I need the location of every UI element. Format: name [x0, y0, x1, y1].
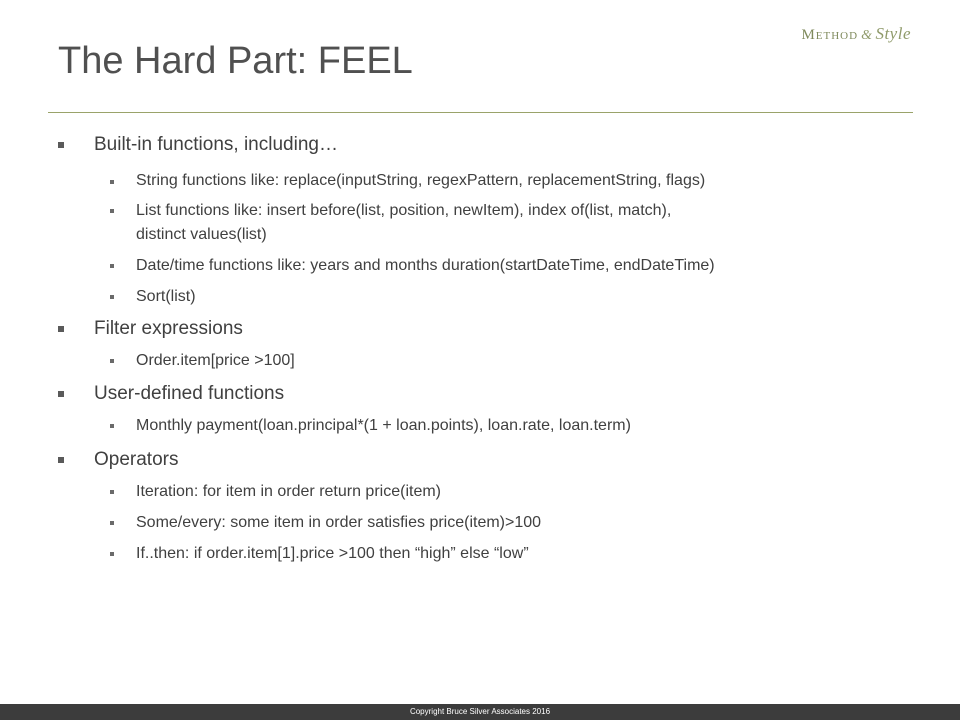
bullet-item: Built-in functions, including…	[94, 134, 338, 155]
logo-style-text: Style	[875, 24, 911, 43]
sub-bullet-item: If..then: if order.item[1].price >100 then “high” else “low”	[136, 545, 529, 562]
sub-bullet-item: Iteration: for item in order return price(item)	[136, 483, 441, 500]
sub-bullet-square-icon	[110, 359, 114, 363]
method-and-style-logo	[801, 24, 911, 44]
bullet-item: Operators	[94, 449, 179, 470]
bullet-square-icon	[58, 457, 64, 463]
sub-bullet-square-icon	[110, 180, 114, 184]
sub-bullet-square-icon	[110, 490, 114, 494]
bullet-item: Filter expressions	[94, 318, 243, 339]
sub-bullet-item: Order.item[price >100]	[136, 352, 295, 369]
copyright-footer: Copyright Bruce Silver Associates 2016	[0, 704, 960, 720]
sub-bullet-square-icon	[110, 209, 114, 213]
sub-bullet-square-icon	[110, 552, 114, 556]
sub-bullet-item: String functions like: replace(inputString, regexPattern, replacementString, flags)	[136, 172, 706, 189]
sub-bullet-item: Monthly payment(loan.principal*(1 + loan.points), loan.rate, loan.term)	[136, 417, 631, 434]
sub-bullet-item: Some/every: some item in order satisfies price(item)>100	[136, 514, 542, 531]
bullet-item: User-defined functions	[94, 383, 285, 404]
logo-ampersand: &	[861, 28, 873, 43]
sub-bullet-item: Sort(list)	[136, 288, 196, 305]
sub-bullet-square-icon	[110, 521, 114, 525]
sub-bullet-square-icon	[110, 424, 114, 428]
bullet-square-icon	[58, 391, 64, 397]
sub-bullet-square-icon	[110, 295, 114, 299]
sub-bullet-item: List functions like: insert before(list, position, newItem), index of(list, match),	[136, 202, 672, 219]
sub-bullet-item: Date/time functions like: years and months duration(startDateTime, endDateTime)	[136, 257, 715, 274]
sub-bullet-item-continuation: distinct values(list)	[136, 226, 267, 243]
title-divider	[48, 112, 913, 113]
logo-method-text: Method	[801, 27, 859, 43]
sub-bullet-square-icon	[110, 264, 114, 268]
bullet-square-icon	[58, 142, 64, 148]
slide-title: The Hard Part: FEEL	[58, 40, 413, 82]
bullet-square-icon	[58, 326, 64, 332]
